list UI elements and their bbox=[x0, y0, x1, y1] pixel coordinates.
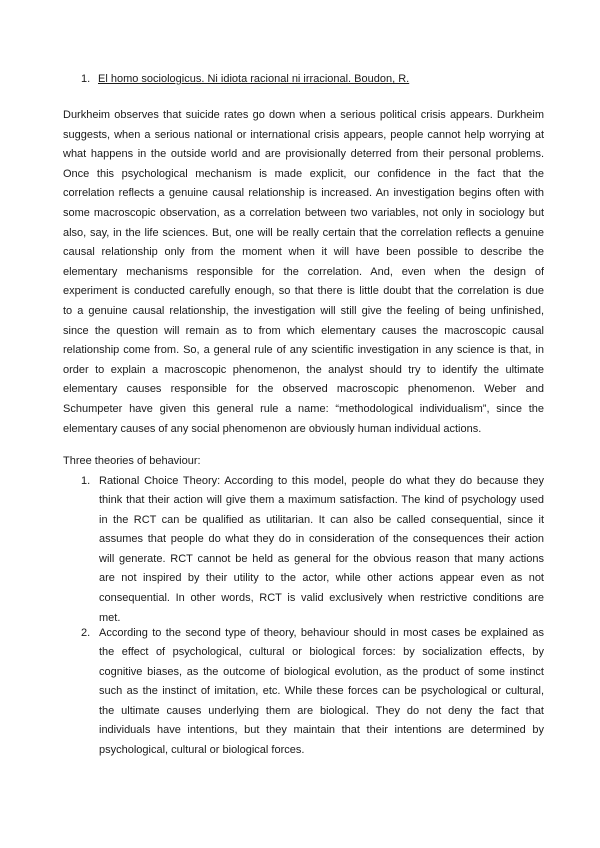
text-line: order to explain a macroscopic phenomenon, the analyst should try to identify the ultimate bbox=[63, 363, 544, 376]
list-item-1 bbox=[0, 472, 544, 629]
text-line: since the question will remain as to from which elementary causes the macroscopic causal bbox=[63, 324, 544, 337]
theories-heading: Three theories of behaviour: bbox=[63, 455, 201, 467]
text-line: in the RCT can be qualified as utilitarian. It can also be called consequential, since it bbox=[99, 513, 544, 526]
list-number: 1. bbox=[81, 474, 91, 487]
text-line: consequential. In other words, RCT is valid exclusively when restrictive conditions are bbox=[99, 592, 544, 605]
text-line: individuals have intentions, but they maintain that their intentions are determined by bbox=[99, 724, 544, 737]
intro-paragraph bbox=[0, 106, 544, 439]
text-line: According to the second type of theory, behaviour should in most cases be explained as bbox=[99, 626, 544, 639]
list-item-2 bbox=[0, 624, 544, 761]
text-line: will generate. RCT cannot be held as general for the obvious reason that many actions bbox=[99, 552, 544, 565]
text-line: the effect of psychological, cultural or biological forces: by socialization effects, by bbox=[99, 646, 544, 659]
text-line: Rational Choice Theory: According to this model, people do what they do because they bbox=[99, 474, 544, 487]
text-line: the ultimate causes underlying them are biological. They do not deny the fact that bbox=[99, 704, 544, 717]
list-number: 2. bbox=[81, 626, 91, 639]
text-line: such as the instinct of imitation, etc. While these forces can be psychological or cultural, bbox=[99, 685, 544, 698]
text-line: Durkheim observes that suicide rates go down when a serious political crisis appears. Durkheim bbox=[63, 109, 544, 121]
text-line: experiment is conducted carefully enough, so that there is little doubt that the correlation is due bbox=[63, 285, 544, 298]
text-line: suggests, when a serious national or international crisis appears, people cannot help worrying at bbox=[63, 128, 544, 141]
text-line: relationship come from. So, a general rule of any scientific investigation in any science is that, in bbox=[63, 344, 544, 357]
text-line: also, say, in the life sciences. But, one will be really certain that the correlation reflects a genuine bbox=[63, 226, 544, 239]
text-line: correlation reflects a genuine causal relationship is increased. An investigation begins often with bbox=[63, 187, 544, 200]
text-line: elementary causes responsible for the observed macroscopic phenomenon. Weber and bbox=[63, 383, 544, 396]
text-line: cognitive biases, as the outcome of biological evolution, as the product of some instinct bbox=[99, 665, 544, 678]
text-line: Schumpeter have given this general rule a name: “methodological individualism”, since the bbox=[63, 402, 544, 415]
text-line: assumes that people do what they do in consideration of the consequences their action bbox=[99, 533, 544, 546]
text-line: Once this psychological mechanism is made explicit, our confidence in the fact that the bbox=[63, 167, 544, 180]
text-line: what happens in the outside world and are provisionally deterred from their personal problems. bbox=[63, 148, 544, 161]
text-line: causal relationship only from the moment when it will have been possible to describe the bbox=[63, 246, 544, 259]
text-line: psychological, cultural or biological forces. bbox=[99, 744, 305, 757]
heading-title: El homo sociologicus. Ni idiota racional ni irracional. Boudon, R. bbox=[98, 73, 410, 85]
text-line: some macroscopic observation, as a correlation between two variables, not only in sociology but bbox=[63, 206, 544, 219]
text-line: elementary causes of any social phenomenon are obviously human individual actions. bbox=[63, 422, 482, 435]
heading-number: 1. bbox=[81, 73, 91, 85]
text-line: think that their action will give them a maximum satisfaction. The kind of psychology used bbox=[99, 494, 544, 507]
text-line: met. bbox=[99, 611, 121, 624]
text-line: to a genuine causal relationship, the investigation will still give the feeling of being unfinished, bbox=[63, 304, 544, 317]
text-line: elementary mechanisms responsible for the correlation. And, even when the design of bbox=[63, 265, 544, 278]
text-line: are not inspired by their utility to the actor, while other actions appear even as not bbox=[99, 572, 544, 585]
